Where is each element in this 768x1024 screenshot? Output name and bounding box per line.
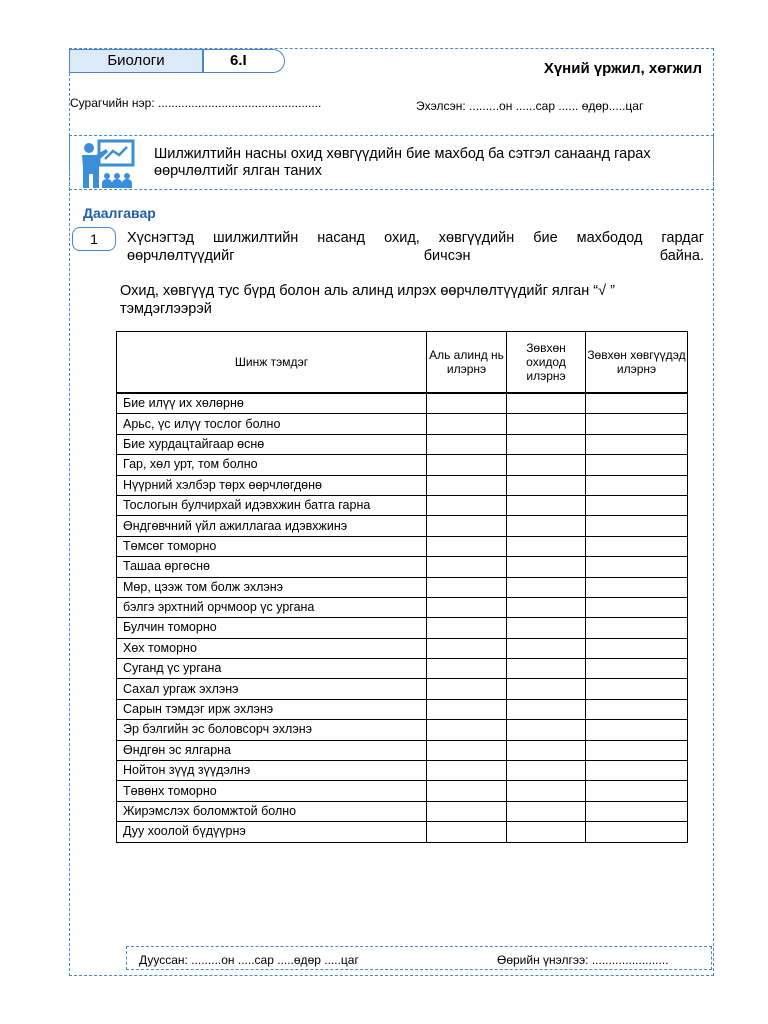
checkbox-cell-girls[interactable] (507, 475, 586, 495)
symptom-cell: Өндгөвчний үйл ажиллагаа идэвхжинэ (117, 516, 427, 536)
table-row (117, 495, 688, 515)
checkbox-cell-both[interactable] (427, 536, 507, 556)
student-name-field[interactable]: Сурагчийн нэр: ................................................. (70, 96, 322, 110)
checkbox-cell-boys[interactable] (586, 679, 688, 699)
checkbox-cell-both[interactable] (427, 495, 507, 515)
checkbox-cell-girls[interactable] (507, 781, 586, 801)
checkbox-cell-both[interactable] (427, 801, 507, 821)
objective-text: Шилжилтийн насны охид хөвгүүдийн бие махбод ба сэтгэл санаанд гарах өөрчлөлтийг ялган таних (154, 146, 651, 179)
checkbox-cell-both[interactable] (427, 475, 507, 495)
checkbox-cell-boys[interactable] (586, 781, 688, 801)
symptom-cell: Төвөнх томорно (117, 781, 427, 801)
grade-label: 6.I (203, 49, 285, 73)
checkbox-cell-girls[interactable] (507, 761, 586, 781)
table-row (117, 414, 688, 434)
symptom-cell: бэлгэ эрхтний орчмоор үс ургана (117, 597, 427, 617)
table-row (117, 720, 688, 740)
table-row (117, 618, 688, 638)
table-row (117, 557, 688, 577)
checkbox-cell-boys[interactable] (586, 801, 688, 821)
symptom-cell: Ташаа өргөснө (117, 557, 427, 577)
symptom-cell: Өндгөн эс ялгарна (117, 740, 427, 760)
checkbox-cell-boys[interactable] (586, 618, 688, 638)
checkbox-cell-both[interactable] (427, 659, 507, 679)
checkbox-cell-girls[interactable] (507, 414, 586, 434)
checkbox-cell-girls[interactable] (507, 740, 586, 760)
table-header-row (117, 332, 688, 394)
teacher-presentation-icon (77, 139, 137, 189)
checkbox-cell-boys[interactable] (586, 822, 688, 842)
checkbox-cell-boys[interactable] (586, 414, 688, 434)
symptom-cell: Бие илүү их хөлөрнө (117, 393, 427, 414)
checkbox-cell-girls[interactable] (507, 638, 586, 658)
symptom-cell: Булчин томорно (117, 618, 427, 638)
checkbox-cell-girls[interactable] (507, 597, 586, 617)
table-row (117, 475, 688, 495)
checkbox-cell-boys[interactable] (586, 597, 688, 617)
table-row (117, 434, 688, 454)
checkbox-cell-girls[interactable] (507, 720, 586, 740)
symptom-cell: Гар, хөл урт, том болно (117, 455, 427, 475)
column-header-both: Аль алинд нь илэрнэ (427, 332, 507, 394)
checkbox-cell-both[interactable] (427, 577, 507, 597)
topic-title: Хүний үржил, хөгжил (543, 60, 702, 77)
checkbox-cell-boys[interactable] (586, 740, 688, 760)
symptom-cell: Дуу хоолой бүдүүрнэ (117, 822, 427, 842)
checkbox-cell-girls[interactable] (507, 455, 586, 475)
task-number-badge: 1 (72, 227, 116, 251)
checkbox-cell-girls[interactable] (507, 679, 586, 699)
checkbox-cell-girls[interactable] (507, 495, 586, 515)
task-description: Хүснэгтэд шилжилтийн насанд охид, хөвгүүдийн бие махбодод гардаг өөрчлөлтүүдийг бичсэн байна. (127, 230, 704, 264)
table-row (117, 393, 688, 414)
table-row (117, 699, 688, 719)
checkbox-cell-boys[interactable] (586, 434, 688, 454)
checkbox-cell-both[interactable] (427, 761, 507, 781)
symptom-cell: Нүүрний хэлбэр төрх өөрчлөгдөнө (117, 475, 427, 495)
checkbox-cell-both[interactable] (427, 434, 507, 454)
checkbox-cell-both[interactable] (427, 455, 507, 475)
table-row (117, 801, 688, 821)
checkbox-cell-both[interactable] (427, 597, 507, 617)
table-row (117, 679, 688, 699)
symptom-cell: Арьс, үс илүү тослог болно (117, 414, 427, 434)
checkbox-cell-boys[interactable] (586, 536, 688, 556)
checkbox-cell-both[interactable] (427, 781, 507, 801)
checkbox-cell-girls[interactable] (507, 516, 586, 536)
checkbox-cell-girls[interactable] (507, 618, 586, 638)
checkbox-cell-boys[interactable] (586, 638, 688, 658)
table-row (117, 597, 688, 617)
symptom-cell: Суганд үс ургана (117, 659, 427, 679)
column-header-symptom: Шинж тэмдэг (117, 332, 427, 394)
start-date-field[interactable]: Эхэлсэн: .........он ......сар ...... өдөр.....цаг (416, 99, 644, 113)
column-header-boys: Зөвхөн хөвгүүдэд илэрнэ (586, 332, 688, 394)
checkbox-cell-girls[interactable] (507, 536, 586, 556)
checkbox-cell-both[interactable] (427, 638, 507, 658)
symptom-cell: Нойтон зүүд зүүдэлнэ (117, 761, 427, 781)
table-row (117, 659, 688, 679)
table-row (117, 638, 688, 658)
checkbox-cell-boys[interactable] (586, 761, 688, 781)
symptom-cell: Мөр, цээж том болж эхлэнэ (117, 577, 427, 597)
checkbox-cell-boys[interactable] (586, 557, 688, 577)
checkbox-cell-both[interactable] (427, 618, 507, 638)
checkbox-cell-girls[interactable] (507, 801, 586, 821)
checkbox-cell-both[interactable] (427, 679, 507, 699)
checkbox-cell-girls[interactable] (507, 434, 586, 454)
finish-date-field[interactable]: Дууссан: .........он .....сар .....өдөр .....цаг (139, 953, 359, 967)
checkbox-cell-boys[interactable] (586, 455, 688, 475)
checkbox-cell-boys[interactable] (586, 720, 688, 740)
symptom-cell: Сахал ургаж эхлэнэ (117, 679, 427, 699)
symptom-cell: Эр бэлгийн эс боловсорч эхлэнэ (117, 720, 427, 740)
checkbox-cell-both[interactable] (427, 557, 507, 577)
table-row (117, 455, 688, 475)
symptom-cell: Сарын тэмдэг ирж эхлэнэ (117, 699, 427, 719)
symptom-cell: Жирэмслэх боломжтой болно (117, 801, 427, 821)
checkbox-cell-boys[interactable] (586, 516, 688, 536)
table-row (117, 822, 688, 842)
checkbox-cell-boys[interactable] (586, 659, 688, 679)
table-row (117, 516, 688, 536)
checkbox-cell-girls[interactable] (507, 659, 586, 679)
symptom-cell: Бие хурдацтайгаар өснө (117, 434, 427, 454)
checkbox-cell-both[interactable] (427, 699, 507, 719)
task-heading: Даалгавар (83, 205, 156, 221)
checkbox-cell-both[interactable] (427, 414, 507, 434)
task-instruction: Охид, хөвгүүд тус бүрд болон аль алинд илрэх өөрчлөлтүүдийг ялган “√ ” тэмдэглээрэй (120, 283, 615, 317)
subject-label: Биологи (69, 49, 203, 73)
symptom-cell: Тослогын булчирхай идэвхжин батга гарна (117, 495, 427, 515)
checkbox-cell-both[interactable] (427, 822, 507, 842)
checkbox-cell-both[interactable] (427, 516, 507, 536)
checkbox-cell-boys[interactable] (586, 393, 688, 414)
symptoms-table (116, 331, 688, 843)
symptom-cell: Хөх томорно (117, 638, 427, 658)
checkbox-cell-boys[interactable] (586, 475, 688, 495)
checkbox-cell-girls[interactable] (507, 557, 586, 577)
table-row (117, 536, 688, 556)
column-header-girls: Зөвхөн охидод илэрнэ (507, 332, 586, 394)
table-row (117, 740, 688, 760)
checkbox-cell-both[interactable] (427, 740, 507, 760)
checkbox-cell-boys[interactable] (586, 495, 688, 515)
checkbox-cell-both[interactable] (427, 720, 507, 740)
checkbox-cell-girls[interactable] (507, 393, 586, 414)
symptom-cell: Төмсөг томорно (117, 536, 427, 556)
checkbox-cell-girls[interactable] (507, 822, 586, 842)
checkbox-cell-girls[interactable] (507, 577, 586, 597)
table-row (117, 577, 688, 597)
table-row (117, 781, 688, 801)
checkbox-cell-both[interactable] (427, 393, 507, 414)
checkbox-cell-girls[interactable] (507, 699, 586, 719)
self-evaluation-field[interactable]: Өөрийн үнэлгээ: ....................... (497, 953, 669, 967)
checkbox-cell-boys[interactable] (586, 699, 688, 719)
table-row (117, 761, 688, 781)
checkbox-cell-boys[interactable] (586, 577, 688, 597)
